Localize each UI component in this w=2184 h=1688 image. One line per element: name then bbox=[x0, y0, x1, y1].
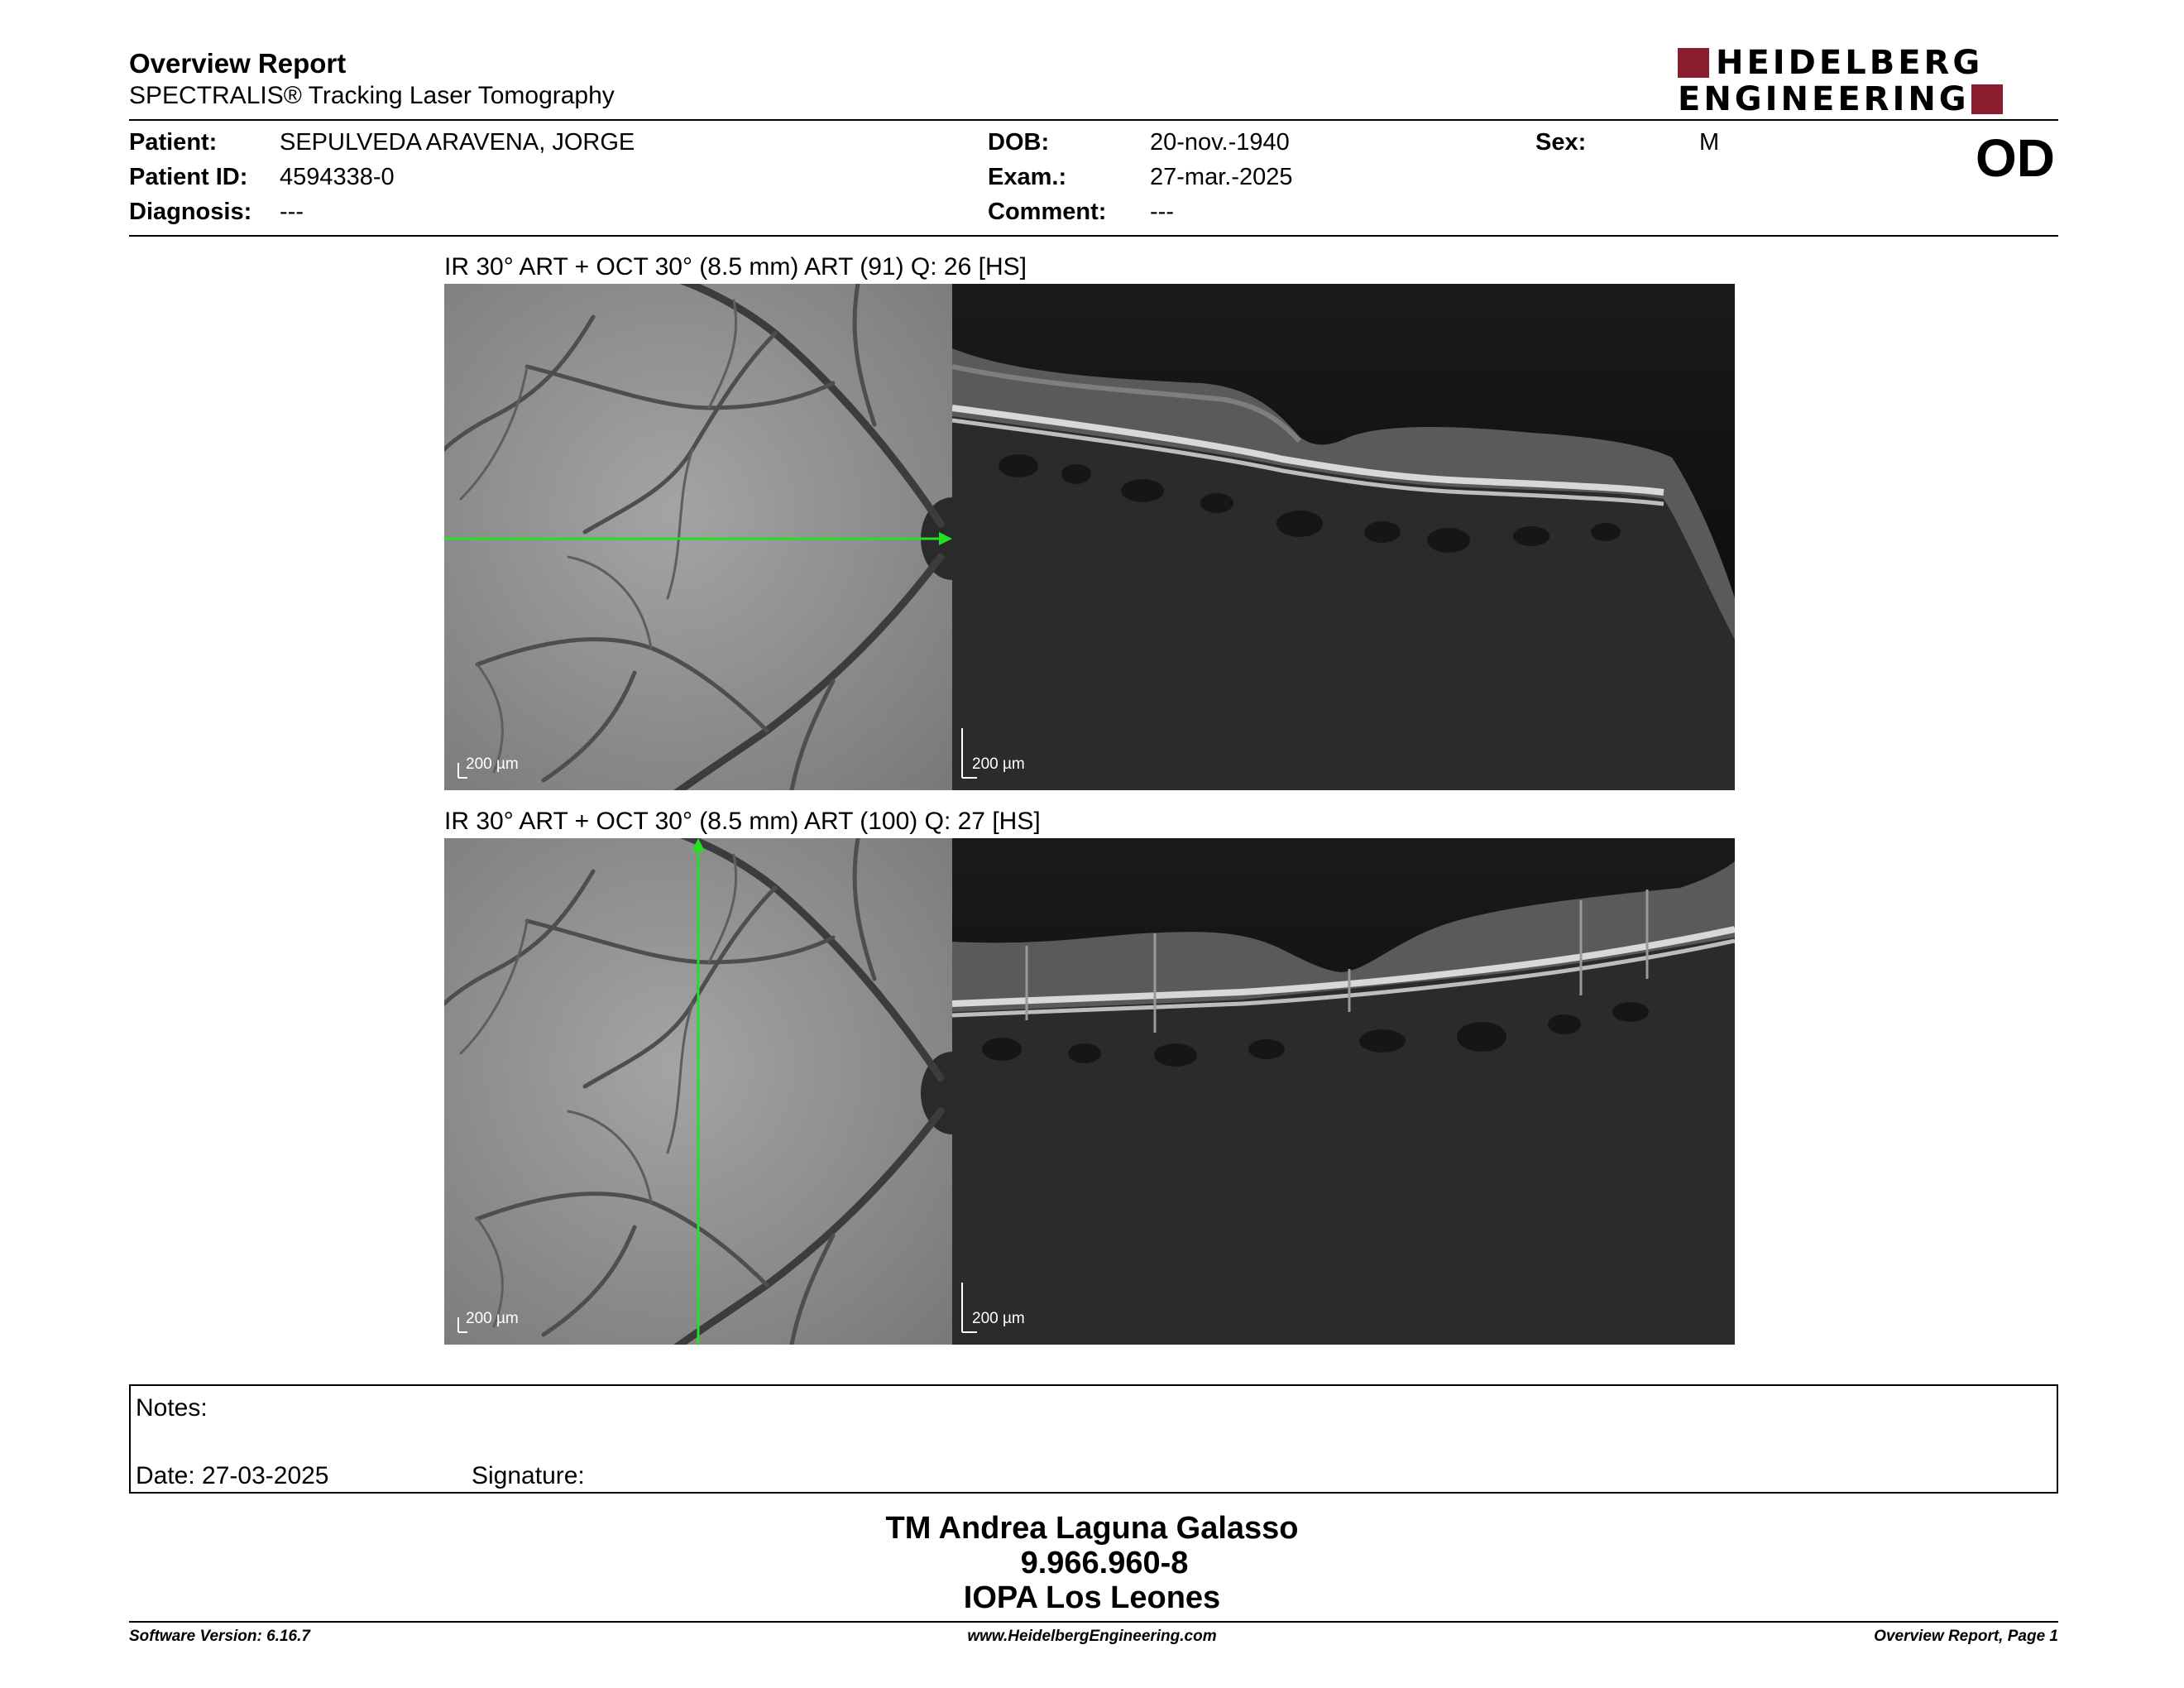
logo-square-icon bbox=[1678, 48, 1709, 78]
heidelberg-logo bbox=[1678, 43, 2060, 119]
patient-label: Patient: bbox=[129, 129, 218, 156]
diagnosis-label: Diagnosis: bbox=[129, 199, 252, 225]
comment-value: --- bbox=[1150, 199, 1174, 225]
comment-label: Comment: bbox=[988, 199, 1107, 225]
notes-date: Date: 27-03-2025 bbox=[136, 1462, 329, 1489]
eye-indicator: OD bbox=[1976, 128, 2055, 188]
sex-value: M bbox=[1699, 129, 1720, 156]
report-title: Overview Report bbox=[129, 48, 347, 79]
diagnosis-value: --- bbox=[280, 199, 304, 225]
patient-divider bbox=[129, 235, 2058, 237]
scan-caption: IR 30° ART + OCT 30° (8.5 mm) ART (100) Q: 27 [HS] bbox=[444, 808, 1041, 835]
signatory-institution: IOPA Los Leones bbox=[963, 1580, 1221, 1615]
oct-bscan-image bbox=[952, 284, 1735, 790]
oct-bscan-image bbox=[952, 838, 1735, 1345]
logo-line-1: HEIDELBERG bbox=[1716, 44, 1984, 82]
notes-label: Notes: bbox=[136, 1394, 208, 1422]
logo-line-2: ENGINEERING bbox=[1678, 80, 1970, 118]
fundus-image bbox=[444, 284, 952, 790]
software-version: Software Version: 6.16.7 bbox=[129, 1628, 310, 1645]
signatory-id: 9.966.960-8 bbox=[1020, 1546, 1189, 1580]
exam-label: Exam.: bbox=[988, 164, 1067, 190]
notes-box bbox=[129, 1384, 2058, 1494]
oct-scale-label: 200 µm bbox=[972, 755, 1025, 773]
header-divider bbox=[129, 119, 2058, 121]
exam-value: 27-mar.-2025 bbox=[1150, 164, 1293, 190]
fundus-image bbox=[444, 838, 952, 1345]
dob-value: 20-nov.-1940 bbox=[1150, 129, 1290, 156]
signatory-name: TM Andrea Laguna Galasso bbox=[885, 1511, 1299, 1546]
sex-label: Sex: bbox=[1535, 129, 1587, 156]
logo-square-icon bbox=[1971, 84, 2003, 114]
scan-caption: IR 30° ART + OCT 30° (8.5 mm) ART (91) Q: 26 [HS] bbox=[444, 253, 1027, 281]
dob-label: DOB: bbox=[988, 129, 1050, 156]
patient-id-value: 4594338-0 bbox=[280, 164, 395, 190]
fundus-scale-label: 200 µm bbox=[466, 1310, 519, 1327]
footer-divider bbox=[129, 1621, 2058, 1623]
signature-label: Signature: bbox=[472, 1462, 585, 1489]
website-link[interactable]: www.HeidelbergEngineering.com bbox=[967, 1628, 1217, 1645]
oct-scale-label: 200 µm bbox=[972, 1310, 1025, 1327]
fundus-scale-label: 200 µm bbox=[466, 755, 519, 773]
patient-id-label: Patient ID: bbox=[129, 164, 248, 190]
report-subtitle: SPECTRALIS® Tracking Laser Tomography bbox=[129, 82, 615, 109]
patient-name: SEPULVEDA ARAVENA, JORGE bbox=[280, 129, 635, 156]
page-indicator: Overview Report, Page 1 bbox=[1874, 1628, 2058, 1645]
